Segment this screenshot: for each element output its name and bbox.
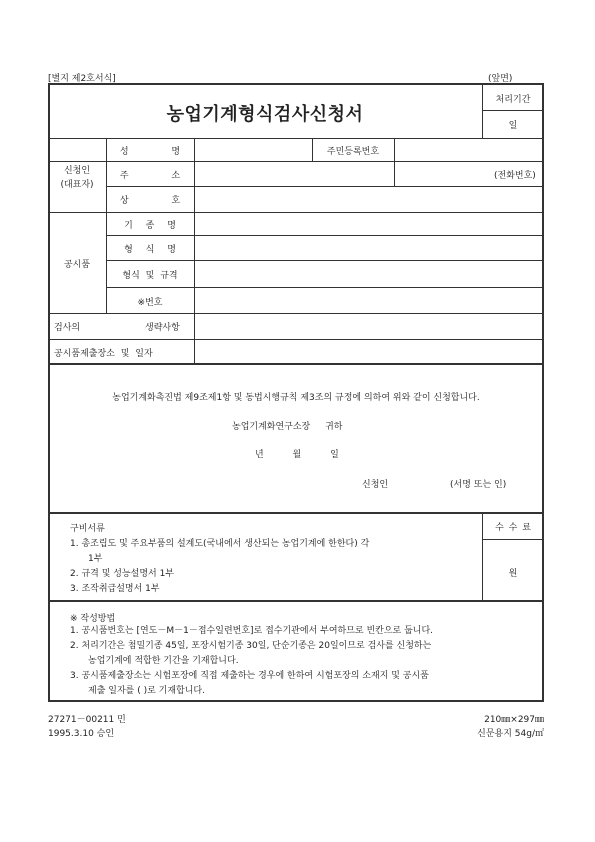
resident-number-field[interactable] <box>396 140 542 159</box>
processing-period-value: 일 <box>508 121 518 131</box>
document-item: 1부 <box>88 554 103 564</box>
spec-label: 형식 및 규격 <box>122 271 178 281</box>
business-name-label: 상 호 <box>119 196 181 206</box>
spec-field[interactable] <box>196 262 542 285</box>
form-title: 농업기계형식검사신청서 <box>166 104 364 125</box>
model-name-field[interactable] <box>196 214 542 233</box>
documents-list <box>70 537 369 597</box>
business-name-field[interactable] <box>196 188 542 210</box>
date-label: 년 월 일 <box>255 450 339 460</box>
name-field[interactable] <box>196 140 310 159</box>
phone-field[interactable] <box>396 163 492 184</box>
phone-label: (전화번호) <box>494 171 536 181</box>
submit-place-field[interactable] <box>196 341 542 361</box>
instructions-list <box>70 624 433 699</box>
signature-label: (서명 또는 인) <box>450 480 507 490</box>
address-label: 주 소 <box>119 171 181 181</box>
instruction-line: 농업기계에 적합한 기간을 기재합니다. <box>88 656 239 666</box>
model-name-label: 기 종 명 <box>124 221 176 231</box>
instructions-title: ※ 작성방법 <box>70 614 116 624</box>
type-name-field[interactable] <box>196 237 542 258</box>
approval-date: 1995.3.10 승인 <box>48 729 115 739</box>
fee-value: 원 <box>508 569 518 579</box>
signer-label: 신청인 <box>362 480 389 490</box>
recipient-label: 농업기계화연구소장 귀하 <box>232 422 343 432</box>
submit-place-label: 공시품제출장소 및 일자 <box>54 349 153 359</box>
resident-number-label: 주민등록번호 <box>326 147 380 157</box>
fee-label: 수 수 료 <box>495 523 531 533</box>
front-side-label: (앞면) <box>488 74 513 84</box>
processing-period-label: 처리기간 <box>495 95 531 105</box>
paper-type: 신문용지 54g/㎡ <box>477 729 544 739</box>
paper-size: 210㎜×297㎜ <box>484 715 544 725</box>
type-name-label: 형 식 명 <box>124 245 176 255</box>
instruction-line: 2. 처리기간은 첨밀기종 45일, 포장시험기종 30일, 단순기종은 20일이므로 검사를 신청하는 <box>70 641 432 651</box>
form-code: 27271－00211 민 <box>48 715 126 725</box>
form-number: [별지 제2호서식] <box>48 74 116 84</box>
document-item: 1. 총조립도 및 주요부품의 설계도(국내에서 생산되는 농업기계에 한한다) 각 <box>70 539 370 549</box>
instruction-line: 제출 일자를 ( )로 기재합니다. <box>88 686 205 696</box>
omission-label-left: 검사의 <box>54 323 81 333</box>
instruction-line: 1. 공시품번호는 [연도－M－1－접수일련번호]로 접수기관에서 부여하므로 빈칸으로 둡니다. <box>70 626 434 636</box>
documents-title: 구비서류 <box>70 524 105 534</box>
declaration-text: 농업기계화촉진법 제9조제1항 및 동법시행규칙 제3조의 규정에 의하여 위와 같이 신청합니다. <box>112 393 480 403</box>
address-field[interactable] <box>196 163 392 184</box>
serial-number-label: ※번호 <box>137 298 163 308</box>
sample-group-label: 공시품 <box>63 260 91 270</box>
document-item: 2. 규격 및 성능설명서 1부 <box>70 569 175 579</box>
instruction-line: 3. 공시품제출장소는 시험포장에 직접 제출하는 경우에 한하여 시험포장의 소재지 및 공시품 <box>70 671 429 681</box>
name-label: 성 명 <box>119 147 181 157</box>
document-item: 3. 조작취급설명서 1부 <box>70 584 160 594</box>
serial-number-field[interactable] <box>196 289 542 311</box>
omission-label-right: 생략사항 <box>145 323 180 333</box>
applicant-group-label: 신청인 <box>63 166 91 176</box>
omission-field[interactable] <box>196 315 542 337</box>
applicant-group-sublabel: (대표자) <box>60 180 94 190</box>
